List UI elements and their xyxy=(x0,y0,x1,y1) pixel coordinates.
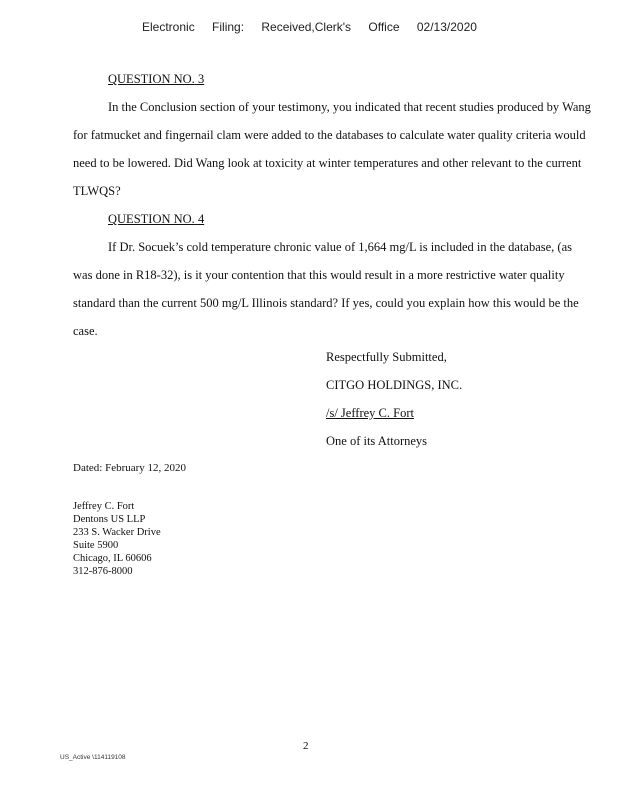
question-4-heading xyxy=(108,212,204,227)
header-electronic: Electronic xyxy=(142,20,195,34)
question-3-text: In the Conclusion section of your testimony, you indicated that recent studies produced by Wang for fatmucket and fingernail clam were added to the databases to calculate water quality criteria would need to be lowered. Did Wang look at toxicity at winter temperatures and other relevant to the current TLWQS? xyxy=(73,100,591,198)
dated-line: Dated: February 12, 2020 xyxy=(73,462,187,474)
address-line: Jeffrey C. Fort xyxy=(73,501,135,512)
address-line: 233 S. Wacker Drive xyxy=(73,527,161,538)
question-3-label: QUESTION NO. xyxy=(108,72,195,86)
footer-document-id: US_Active \114119108 xyxy=(60,754,126,761)
address-line: Chicago, IL 60606 xyxy=(73,553,152,564)
address-line: 312-876-8000 xyxy=(73,566,133,577)
signature-company: CITGO HOLDINGS, INC. xyxy=(326,378,463,392)
address-line: Suite 5900 xyxy=(73,540,119,551)
header-filing: Filing: xyxy=(212,20,245,34)
signature-role: One of its Attorneys xyxy=(326,434,428,448)
question-4-label: QUESTION NO. xyxy=(108,212,195,226)
question-4-number: 4 xyxy=(197,212,205,226)
header-office: Office xyxy=(368,20,400,34)
question-3-number: 3 xyxy=(197,72,205,86)
header-date: 02/13/2020 xyxy=(416,20,477,34)
question-3-heading xyxy=(108,72,204,87)
question-4-text: If Dr. Socuek’s cold temperature chronic value of 1,664 mg/L is included in the database, (as was done in R18-32), is it your contention that this would result in a more restrictive water quality standard than the current 500 mg/L Illinois standard? If yes, could you explain how this would be the case. xyxy=(73,240,579,338)
page-number: 2 xyxy=(303,740,309,752)
attorney-address xyxy=(73,500,161,578)
signature-signer: /s/ Jeffrey C. Fort xyxy=(326,406,414,420)
signature-closing: Respectfully Submitted, xyxy=(326,350,447,364)
filing-header xyxy=(142,20,491,34)
address-line: Dentons US LLP xyxy=(73,514,146,525)
header-received: Received,Clerk's xyxy=(261,20,352,34)
